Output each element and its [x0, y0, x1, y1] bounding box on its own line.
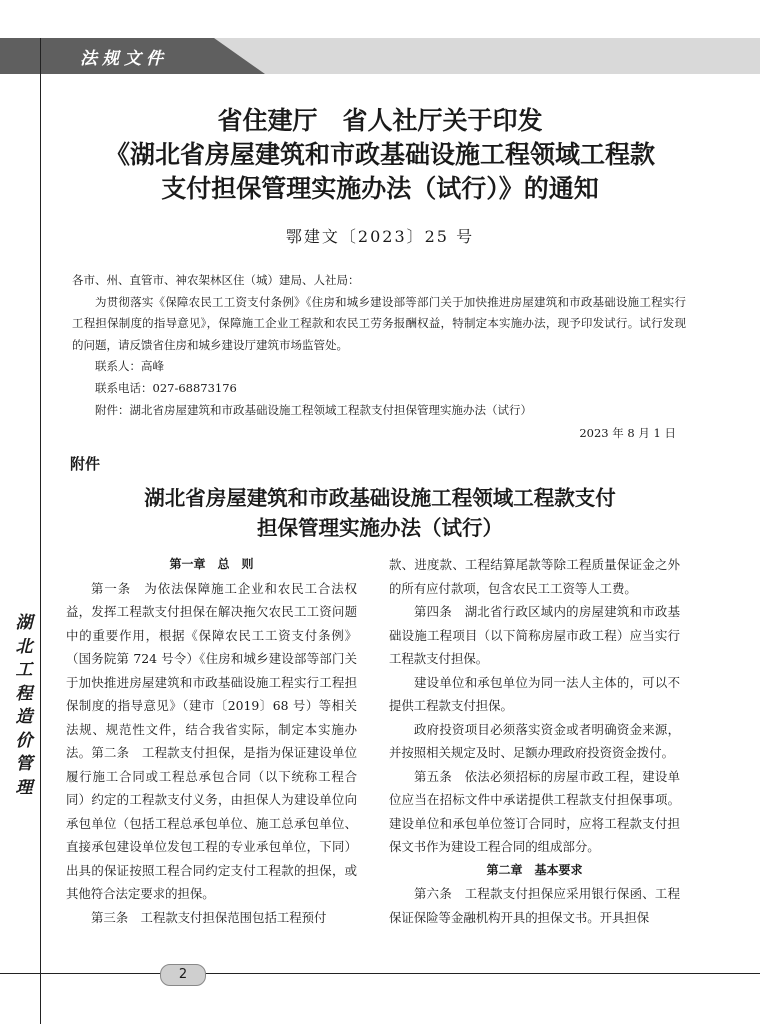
- left-column: [66, 553, 357, 929]
- addressee: 各市、州、直管市、神农架林区住（城）建局、人社局：: [72, 273, 360, 287]
- notice-title: [50, 104, 710, 206]
- article-paragraph: 第四条 湖北省行政区域内的房屋建筑和市政基础设施工程项目（以下简称房屋市政工程）应当实行工程款支付担保。: [389, 604, 680, 666]
- article-paragraph: 第三条 工程款支付担保范围包括工程预付: [91, 909, 327, 925]
- notice-paragraph: 为贯彻落实《保障农民工工资支付条例》《住房和城乡建设部等部门关于加快推进房屋建筑和市政基础设施工程实行工程担保制度的指导意见》，保障施工企业工程款和农民工劳务报酬权益，特制定本实施办法，现予印发试行。试行发现的问题，请反馈省住房和城乡建设厅建筑市场监管处。: [72, 294, 686, 352]
- article-paragraph: 第五条 依法必须招标的房屋市政工程，建设单位应当在招标文件中承诺提供工程款支付担保事项。建设单位和承包单位签订合同时，应将工程款支付担保文书作为建设工程合同的组成部分。: [389, 768, 680, 854]
- chapter-heading: 第一章 总 则: [169, 557, 254, 571]
- chapter-heading: 第二章 基本要求: [486, 862, 583, 877]
- section-label: 法规文件: [80, 49, 168, 69]
- article-paragraph: 款、进度款、工程结算尾款等除工程质量保证金之外的所有应付款项，包含农民工工资等人工费。: [389, 557, 680, 596]
- article-paragraph: 第一条 为依法保障施工企业和农民工合法权益，发挥工程款支付担保在解决拖欠农民工工资问题中的重要作用，根据《保障农民工工资支付条例》（国务院第 724 号令）《住房和城乡建设部等部门关于加快推进房屋建筑和市政基础设施工程实行工程担保制度的指导意见》（建市〔2019〕68 号）等相关法规、规范性文件，结合我省实际，制定本实施办法。第二条 工程款支付担保，是指为保证建设单位履行施工合同或工程总承包合同（以下统称工程合同）约定的工程款支付义务，由担保人为建设单位向承包单位（包括工程总承包单位、施工总承包单位、直接承包建设单位发包工程的专业承包单位，下同）出具的保证按照工程合同约定支付工程款的担保，或其他符合法定要求的担保。: [66, 580, 357, 901]
- attachment-note: 附件：湖北省房屋建筑和市政基础设施工程领域工程款支付担保管理实施办法（试行）: [95, 402, 532, 417]
- page-number: 2: [160, 964, 206, 986]
- document-number: 鄂建文〔2023〕25 号: [285, 227, 475, 246]
- title-line: 《湖北省房屋建筑和市政基础设施工程领域工程款: [104, 140, 655, 169]
- left-vertical-rule: [40, 38, 41, 1024]
- attachment-heading: 附件: [70, 455, 101, 473]
- contact-phone: 联系电话：027-68873176: [95, 380, 237, 395]
- title-line: 支付担保管理实施办法（试行）》的通知: [161, 174, 599, 203]
- issue-date: 2023 年 8 月 1 日: [579, 426, 676, 440]
- right-column: [389, 553, 680, 929]
- journal-side-label: 湖北工程造价管理: [15, 613, 33, 798]
- notice-body: [72, 270, 686, 421]
- title-line: 省住建厅 省人社厅关于印发: [217, 106, 543, 135]
- article-paragraph: 政府投资项目必须落实资金或者明确资金来源，并按照相关规定及时、足额办理政府投资资金拨付。: [389, 721, 680, 760]
- article-paragraph: 建设单位和承包单位为同一法人主体的，可以不提供工程款支付担保。: [389, 674, 680, 713]
- subtitle-line: 担保管理实施办法（试行）: [257, 516, 503, 540]
- article-paragraph: 第六条 工程款支付担保应采用银行保函、工程保证保险等金融机构开具的担保文书。开具担保: [389, 886, 680, 925]
- contact-person: 联系人：高峰: [95, 359, 164, 374]
- subtitle-line: 湖北省房屋建筑和市政基础设施工程领域工程款支付: [144, 486, 616, 510]
- attachment-title: [60, 483, 700, 543]
- footer-rule: [0, 973, 760, 974]
